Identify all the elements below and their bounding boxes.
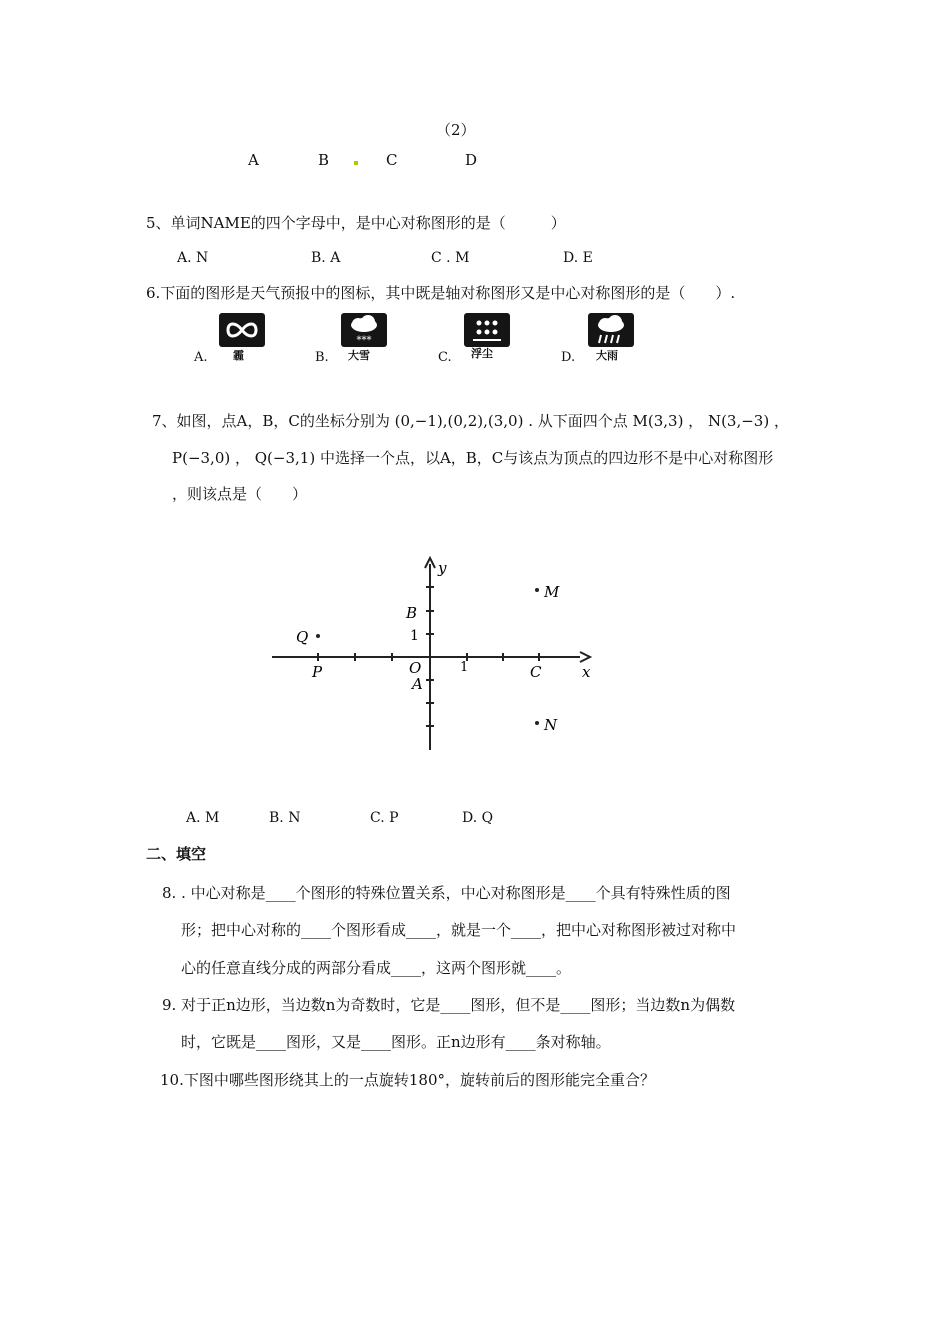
q6-option-b-letter: B. [315,350,329,365]
q7-option-c: C. P [370,810,399,826]
label-x: x [582,663,591,681]
q7-line2: P(−3,0) ， Q(−3,1) 中选择一个点，以A，B，C与该点为顶点的四边形不是中心对称图形 [172,449,774,467]
label-q: Q [296,628,309,646]
q8-line3: 心的任意直线分成的两部分看成____，这两个图形就____。 [181,959,572,977]
label-a: A [412,675,423,693]
q7-option-a: A. M [186,810,220,826]
floating-dust-caption: 浮尘 [471,347,493,360]
label-b: B [406,604,418,622]
q7-line3: ，则该点是（ ） [172,485,308,503]
q8-line1: 8. . 中心对称是____个图形的特殊位置关系，中心对称图形是____个具有特殊性质的图 [162,884,731,902]
q7-option-d: D. Q [462,810,494,826]
heavy-rain-caption: 大雨 [596,349,618,362]
heavy-snow-icon [341,313,387,347]
prev-option-c: C [386,151,398,169]
point-m [535,588,539,592]
q6-option-c-letter: C. [438,350,452,365]
q9-line1: 9. 对于正n边形，当边数n为奇数时，它是____图形，但不是____图形；当边数n为偶数 [162,996,736,1014]
prev-option-d: D [465,151,478,169]
q5-option-c: C . M [431,250,470,266]
q7-line1: 7、如图，点A，B，C的坐标分别为 (0,−1),(0,2),(3,0) . 从下面四个点 M(3,3) ， N(3,−3) ， [152,412,789,430]
heavy-snow-caption: 大雪 [348,349,370,362]
haze-icon [219,313,265,347]
q7-option-b: B. N [269,810,301,826]
coordinate-figure [268,552,598,761]
label-y: y [438,559,447,577]
stray-mark [354,161,358,165]
heavy-rain-icon [588,313,634,347]
haze-caption: 霾 [233,349,244,362]
label-one-x: 1 [460,660,469,675]
svg-text:***: *** [356,335,372,346]
prev-option-a: A [248,151,259,169]
label-m: M [544,583,560,601]
q8-line2: 形；把中心对称的____个图形看成____，就是一个____，把中心对称图形被过对称中 [181,921,737,939]
q9-line2: 时，它既是____图形，又是____图形。正n边形有____条对称轴。 [181,1033,611,1051]
x-axis-arrow [580,652,590,662]
q6-option-a-letter: A. [194,350,208,365]
q5-option-a: A. N [177,250,209,266]
point-q [316,634,320,638]
label-o: O [409,659,422,677]
prev-option-b: B [318,151,330,169]
q5-option-b: B. A [311,250,341,266]
label-c: C [530,663,542,681]
label-p: P [312,663,323,681]
section-title: 二、填空 [146,845,207,863]
q6-stem: 6.下面的图形是天气预报中的图标，其中既是轴对称图形又是中心对称图形的是（ ）. [146,284,736,302]
q10-line1: 10.下图中哪些图形绕其上的一点旋转180°，旋转前后的图形能完全重合？ [160,1071,655,1089]
q6-option-d-letter: D. [561,350,576,365]
figure-label: （2） [436,121,476,139]
point-n [535,721,539,725]
label-one-y: 1 [410,628,419,644]
q5-stem: 5、单词NAME的四个字母中，是中心对称图形的是（ ） [146,214,566,232]
q5-option-d: D. E [563,250,593,266]
label-n: N [544,716,558,734]
floating-dust-icon [464,313,510,347]
